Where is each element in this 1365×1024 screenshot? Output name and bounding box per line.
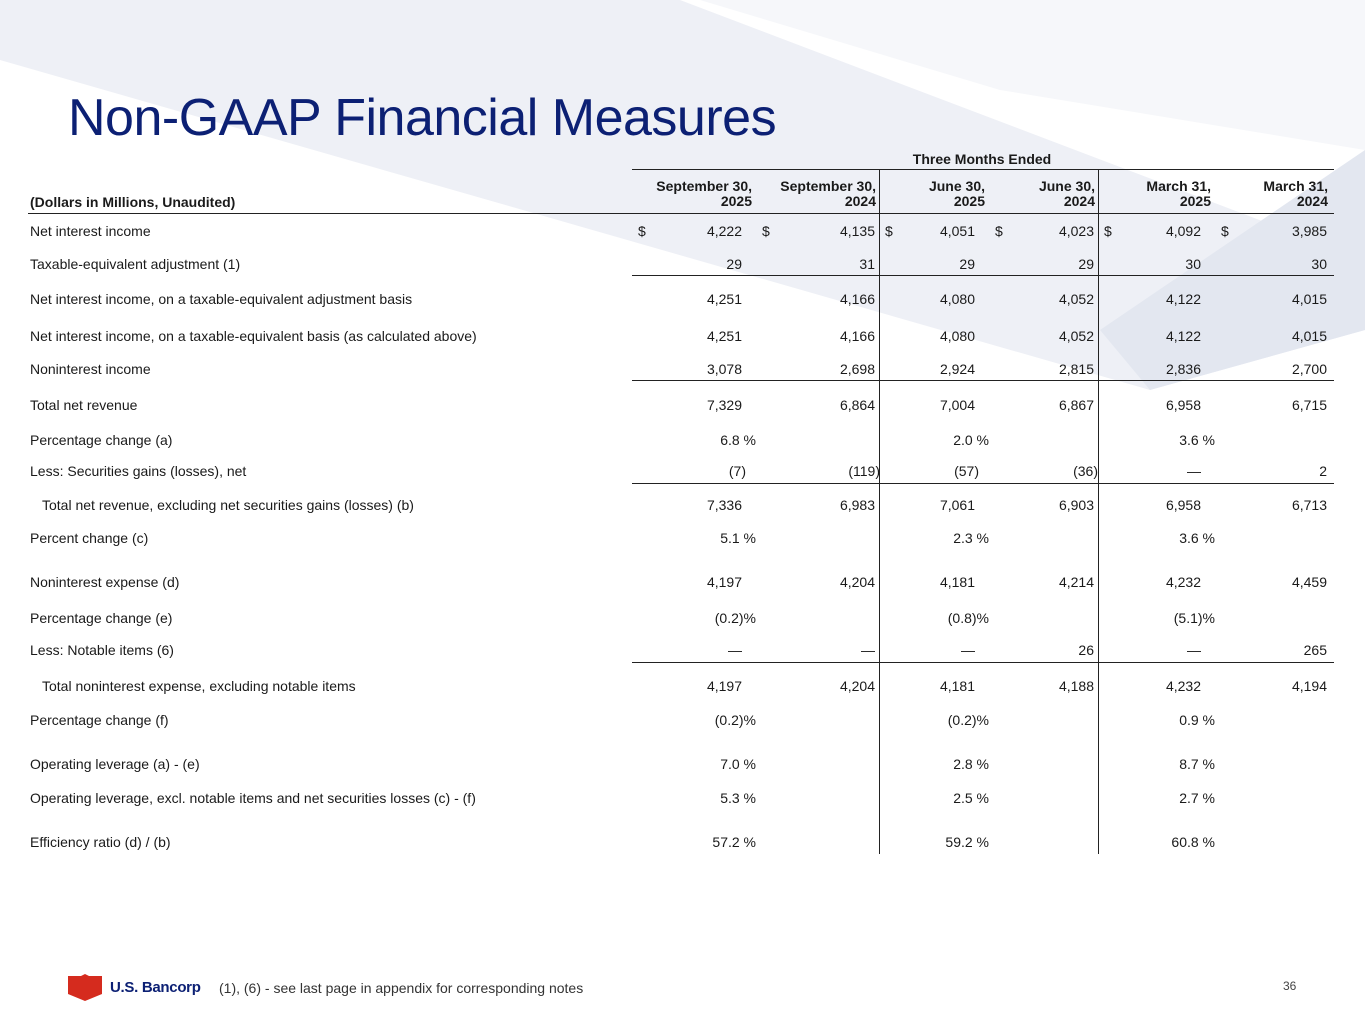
table-cell: —	[961, 642, 975, 658]
logo-text: U.S. Bancorp	[110, 979, 201, 996]
subtotal-rule	[632, 380, 1334, 381]
table-cell: 4,222	[706, 223, 742, 239]
table-cell: 4,204	[839, 678, 875, 694]
row-label: Operating leverage, excl. notable items and net securities losses (c) - (f)	[30, 790, 476, 806]
table-cell: 2.3 %	[953, 530, 989, 546]
column-header: June 30, 2025	[928, 178, 985, 209]
table-cell: 4,015	[1291, 328, 1327, 344]
table-cell: 6,903	[1058, 497, 1094, 513]
subtotal-rule	[632, 275, 1334, 276]
table-cell: 7.0 %	[720, 756, 756, 772]
table-row	[0, 326, 1365, 346]
column-header: March 31, 2025	[1146, 178, 1211, 209]
table-cell: 2,924	[939, 361, 975, 377]
table-cell: 4,214	[1058, 574, 1094, 590]
table-cell: (0.8)%	[947, 610, 989, 626]
row-label: Net interest income	[30, 223, 151, 239]
row-label: Total noninterest expense, excluding notable items	[42, 678, 356, 694]
table-cell: 4,194	[1291, 678, 1327, 694]
row-label: Percentage change (e)	[30, 610, 173, 626]
table-row	[0, 528, 1365, 548]
table-cell: 4,232	[1165, 574, 1201, 590]
table-cell: 2,836	[1165, 361, 1201, 377]
table-cell: 4,052	[1058, 291, 1094, 307]
group-header: Three Months Ended	[912, 151, 1052, 167]
dollar-sign: $	[885, 223, 893, 239]
table-cell: 30	[1185, 256, 1201, 272]
row-label: Total net revenue, excluding net securities gains (losses) (b)	[42, 497, 414, 513]
column-header: September 30, 2025	[656, 178, 752, 209]
table-cell: 6,983	[839, 497, 875, 513]
table-row	[0, 572, 1365, 592]
table-cell: 2,815	[1058, 361, 1094, 377]
table-cell: —	[1187, 642, 1201, 658]
table-cell: 4,122	[1165, 328, 1201, 344]
row-label: Operating leverage (a) - (e)	[30, 756, 200, 772]
table-cell: 4,181	[939, 574, 975, 590]
table-cell: 59.2 %	[945, 834, 989, 850]
dollar-sign: $	[1104, 223, 1112, 239]
page-number: 36	[1283, 979, 1297, 993]
table-cell: 4,051	[939, 223, 975, 239]
table-cell: (57)	[954, 463, 979, 479]
column-header: September 30, 2024	[780, 178, 876, 209]
row-label: Noninterest income	[30, 361, 151, 377]
table-cell: 57.2 %	[712, 834, 756, 850]
table-cell: 7,329	[706, 397, 742, 413]
table-cell: 29	[726, 256, 742, 272]
table-cell: 60.8 %	[1171, 834, 1215, 850]
table-cell: 4,197	[706, 678, 742, 694]
units-label: (Dollars in Millions, Unaudited)	[30, 194, 236, 210]
table-cell: 4,023	[1058, 223, 1094, 239]
table-row	[0, 788, 1365, 808]
row-label: Taxable-equivalent adjustment (1)	[30, 256, 241, 272]
subtotal-rule	[632, 483, 1334, 484]
page-title: Non-GAAP Financial Measures	[68, 89, 777, 147]
table-cell: 4,188	[1058, 678, 1094, 694]
table-row	[0, 676, 1365, 696]
row-label: Total net revenue	[30, 397, 138, 413]
table-cell: (7)	[728, 463, 746, 479]
table-cell: 4,092	[1165, 223, 1201, 239]
table-row	[0, 495, 1365, 515]
table-cell: 6,867	[1058, 397, 1094, 413]
table-row	[0, 754, 1365, 774]
table-cell: 4,015	[1291, 291, 1327, 307]
row-label: Less: Notable items (6)	[30, 642, 174, 658]
table-cell: 2,700	[1291, 361, 1327, 377]
shield-logo-icon	[68, 974, 102, 1001]
table-cell: 4,197	[706, 574, 742, 590]
table-cell: 3,985	[1291, 223, 1327, 239]
table-cell: (0.2)%	[714, 610, 756, 626]
table-cell: 2.7 %	[1179, 790, 1215, 806]
row-label: Efficiency ratio (d) / (b)	[30, 834, 171, 850]
table-cell: 7,004	[939, 397, 975, 413]
table-cell: 3.6 %	[1179, 432, 1215, 448]
table-cell: 2.0 %	[953, 432, 989, 448]
table-row	[0, 289, 1365, 309]
group-header-rule	[632, 169, 1334, 170]
header-rule	[28, 213, 1334, 214]
table-cell: 4,166	[839, 291, 875, 307]
table-cell: 6,958	[1165, 397, 1201, 413]
table-cell: 30	[1311, 256, 1327, 272]
table-row	[0, 254, 1365, 274]
table-cell: 4,251	[706, 291, 742, 307]
table-cell: 2	[1319, 463, 1327, 479]
table-cell: 3.6 %	[1179, 530, 1215, 546]
table-cell: 4,080	[939, 291, 975, 307]
row-label: Percentage change (a)	[30, 432, 173, 448]
row-label: Less: Securities gains (losses), net	[30, 463, 247, 479]
table-cell: (119)	[848, 463, 880, 479]
table-cell: 6.8 %	[720, 432, 756, 448]
table-cell: —	[1187, 463, 1201, 479]
subtotal-rule	[632, 662, 1334, 663]
table-cell: 6,715	[1291, 397, 1327, 413]
table-cell: 31	[859, 256, 875, 272]
table-cell: 6,864	[839, 397, 875, 413]
table-row	[0, 710, 1365, 730]
table-cell: 4,052	[1058, 328, 1094, 344]
table-row	[0, 221, 1365, 241]
table-cell: 29	[1078, 256, 1094, 272]
table-cell: 265	[1303, 642, 1327, 658]
table-cell: 5.1 %	[720, 530, 756, 546]
table-cell: 3,078	[706, 361, 742, 377]
table-cell: 4,181	[939, 678, 975, 694]
table-cell: (0.2)%	[947, 712, 989, 728]
table-row	[0, 608, 1365, 628]
table-cell: 8.7 %	[1179, 756, 1215, 772]
table-cell: 4,080	[939, 328, 975, 344]
table-row	[0, 640, 1365, 660]
row-label: Noninterest expense (d)	[30, 574, 180, 590]
table-cell: 2.8 %	[953, 756, 989, 772]
dollar-sign: $	[995, 223, 1003, 239]
row-label: Net interest income, on a taxable-equivalent basis (as calculated above)	[30, 328, 477, 344]
table-cell: 4,251	[706, 328, 742, 344]
company-logo	[68, 974, 201, 1001]
table-cell: 4,166	[839, 328, 875, 344]
row-label: Net interest income, on a taxable-equivalent adjustment basis	[30, 291, 413, 307]
table-cell: 4,122	[1165, 291, 1201, 307]
table-cell: (0.2)%	[714, 712, 756, 728]
column-header: June 30, 2024	[1038, 178, 1095, 209]
table-cell: 4,232	[1165, 678, 1201, 694]
table-cell: 7,336	[706, 497, 742, 513]
table-cell: 5.3 %	[720, 790, 756, 806]
table-cell: (36)	[1073, 463, 1098, 479]
table-cell: 2.5 %	[953, 790, 989, 806]
dollar-sign: $	[1221, 223, 1229, 239]
dollar-sign: $	[762, 223, 770, 239]
table-row	[0, 430, 1365, 450]
table-row	[0, 395, 1365, 415]
table-cell: (5.1)%	[1173, 610, 1215, 626]
dollar-sign: $	[638, 223, 646, 239]
table-cell: 29	[959, 256, 975, 272]
row-label: Percent change (c)	[30, 530, 149, 546]
table-cell: 4,135	[839, 223, 875, 239]
table-cell: 6,713	[1291, 497, 1327, 513]
table-cell: 0.9 %	[1179, 712, 1215, 728]
table-row	[0, 832, 1365, 852]
row-label: Percentage change (f)	[30, 712, 169, 728]
table-row	[0, 359, 1365, 379]
footnote: (1), (6) - see last page in appendix for corresponding notes	[219, 980, 584, 996]
table-row	[0, 461, 1365, 481]
table-cell: 6,958	[1165, 497, 1201, 513]
table-cell: 26	[1078, 642, 1094, 658]
table-cell: 4,204	[839, 574, 875, 590]
table-cell: 7,061	[939, 497, 975, 513]
table-cell: —	[861, 642, 875, 658]
table-cell: 4,459	[1291, 574, 1327, 590]
table-cell: 2,698	[839, 361, 875, 377]
table-cell: —	[728, 642, 742, 658]
column-header: March 31, 2024	[1263, 178, 1328, 209]
